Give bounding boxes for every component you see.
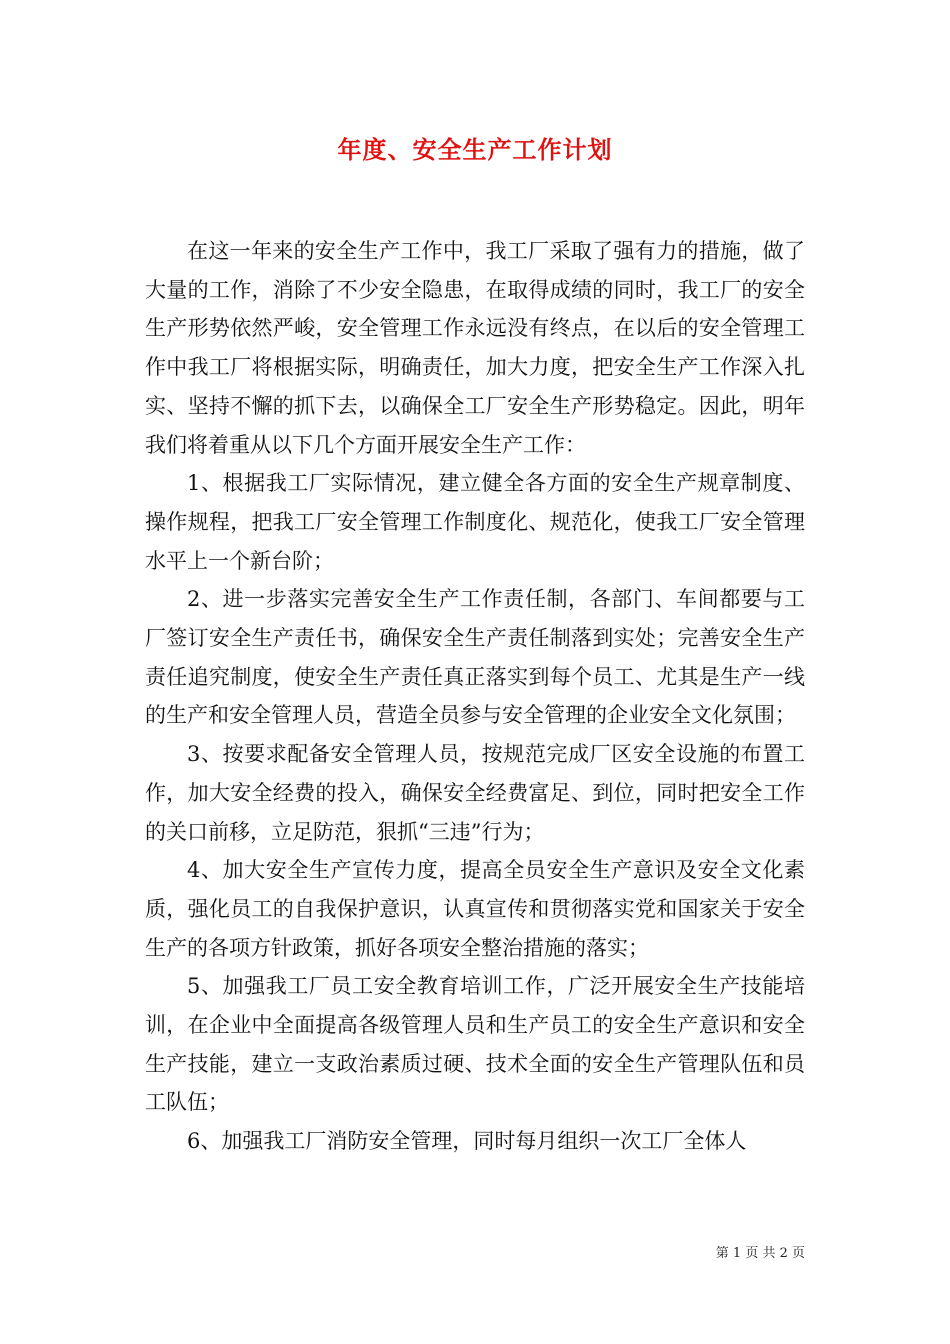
paragraph-item-3: 3、按要求配备安全管理人员，按规范完成厂区安全设施的布置工作，加大安全经费的投入，确保安全经费富足、到位，同时把安全工作的关口前移，立足防范，狠抓“三违”行为； [145, 742, 805, 844]
paragraph-item-2: 2、进一步落实完善安全生产工作责任制，各部门、车间都要与工厂签订安全生产责任书，确保安全生产责任制落到实处；完善安全生产责任追究制度，使安全生产责任真正落实到每个员工、尤其是生产一线的生产和安全管理人员，营造全员参与安全管理的企业安全文化氛围； [145, 587, 805, 728]
paragraph-item-6: 6、加强我工厂消防安全管理，同时每月组织一次工厂全体人 [187, 1129, 747, 1154]
paragraph-intro: 在这一年来的安全生产工作中，我工厂采取了强有力的措施，做了大量的工作，消除了不少安全隐患，在取得成绩的同时，我工厂的安全生产形势依然严峻，安全管理工作永远没有终点，在以后的安全管理工作中我工厂将根据实际，明确责任，加大力度，把安全生产工作深入扎实、坚持不懈的抓下去，以确保全工厂安全生产形势稳定。因此，明年我们将着重从以下几个方面开展安全生产工作： [145, 239, 805, 457]
document-title: 年度、安全生产工作计划 [337, 136, 613, 164]
page-number-footer: 第 1 页 共 2 页 [715, 1246, 805, 1261]
paragraph-item-5: 5、加强我工厂员工安全教育培训工作，广泛开展安全生产技能培训，在企业中全面提高各级管理人员和生产员工的安全生产意识和安全生产技能，建立一支政治素质过硬、技术全面的安全生产管理队伍和员工队伍； [145, 974, 805, 1115]
paragraph-item-4: 4、加大安全生产宣传力度，提高全员安全生产意识及安全文化素质，强化员工的自我保护意识，认真宣传和贯彻落实党和国家关于安全生产的各项方针政策，抓好各项安全整治措施的落实； [145, 858, 805, 960]
paragraph-item-1: 1、根据我工厂实际情况，建立健全各方面的安全生产规章制度、操作规程，把我工厂安全管理工作制度化、规范化，使我工厂安全管理水平上一个新台阶； [145, 471, 805, 573]
document-body [145, 232, 805, 1161]
